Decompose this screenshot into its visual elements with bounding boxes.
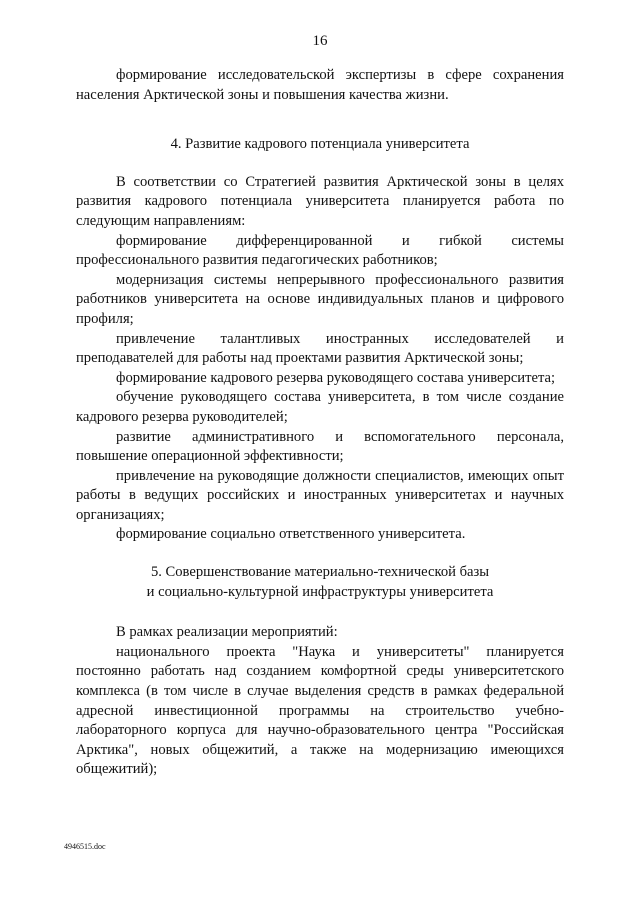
- section-4-paragraph: обучение руководящего состава университета, в том числе создание кадрового резерва руководителей;: [76, 389, 564, 425]
- section-4-paragraph: формирование дифференцированной и гибкой системы профессионального развития педагогических работников;: [76, 232, 564, 269]
- section-4-paragraph: формирование социально ответственного университета.: [116, 526, 466, 543]
- section-4-heading: 4. Развитие кадрового потенциала университета: [170, 136, 470, 153]
- section-4-paragraph: привлечение на руководящие должности специалистов, имеющих опыт работы в ведущих российских и иностранных университетах и научных организациях;: [76, 467, 564, 523]
- footer-doc-id: 4946515.doc: [64, 842, 106, 851]
- section-4-paragraph: привлечение талантливых иностранных исследователей и преподавателей для работы над проектами развития Арктической зоны;: [76, 330, 564, 367]
- section-5-paragraph: В рамках реализации мероприятий:: [116, 624, 338, 641]
- section-4-paragraph: модернизация системы непрерывного профессионального развития работников университета на основе индивидуальных планов и цифрового профиля;: [76, 271, 564, 327]
- section-4-paragraph: В соответствии со Стратегией развития Арктической зоны в целях развития кадрового потенциала университета планируется работа по следующим направлениям:: [76, 173, 564, 229]
- section-5-paragraph: национального проекта "Наука и университеты" планируется постоянно работать над созданием комфортной среды университетского комплекса (в том числе в случае выделения средств в рамках федеральной адресной инвестиционной программы на строительство учебно-лабораторного корпуса для научно-образовательного центра "Российская Арктика", новых общежитий, а также на модернизацию имеющихся общежитий);: [76, 643, 564, 778]
- page-number: 16: [312, 33, 328, 49]
- intro-continuation-paragraph: формирование исследовательской экспертизы в сфере сохранения населения Арктической зоны и повышения качества жизни.: [76, 67, 564, 103]
- section-5-heading-line-2: и социально-культурной инфраструктуры университета: [146, 583, 494, 600]
- document-body: [76, 66, 564, 780]
- section-5-heading-line-1: 5. Совершенствование материально-технической базы: [150, 564, 490, 581]
- section-4-paragraph: развитие административного и вспомогательного персонала, повышение операционной эффективности;: [76, 428, 564, 465]
- section-4-paragraph: формирование кадрового резерва руководящего состава университета;: [116, 369, 556, 386]
